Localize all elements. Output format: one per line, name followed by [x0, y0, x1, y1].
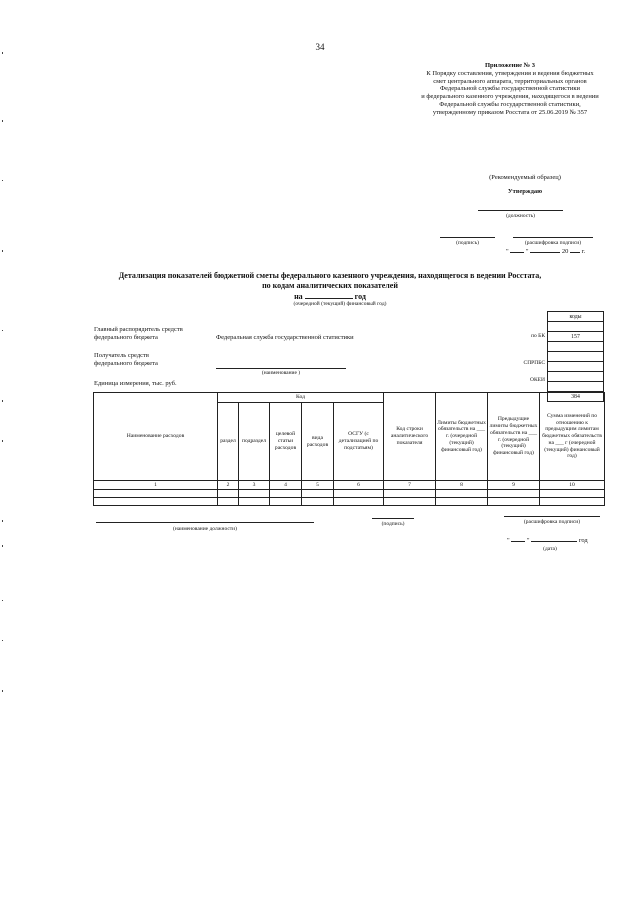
- col-number: 1: [94, 481, 218, 490]
- code-empty: [548, 372, 604, 382]
- col-sum-header: Сумма изменений по отношению к предыдущим лимитам бюджетных обязательств на ___ г (очередной (текущий) финансовый год): [540, 393, 605, 481]
- codes-header: коды: [548, 312, 604, 322]
- appendix-title: Приложение № 3: [484, 62, 536, 69]
- table-cell: [302, 490, 334, 498]
- glava-label: по БК: [531, 333, 545, 339]
- footer-date-row: " " год: [507, 537, 588, 544]
- gr-value: Федеральная служба государственной статистики: [216, 334, 354, 341]
- position-line: [478, 210, 563, 211]
- sample-note: (Рекомендуемый образец): [489, 174, 561, 181]
- period-note: (очередной (текущий) финансовый год): [293, 301, 387, 307]
- main-table: [93, 392, 605, 506]
- col-number: 9: [488, 481, 540, 490]
- footer-date-caption: (дата): [543, 546, 557, 552]
- code-empty: [548, 322, 604, 332]
- footer-signature-line: [372, 518, 414, 519]
- col-number: 2: [218, 481, 239, 490]
- code-glava: 157: [548, 332, 604, 342]
- table-cell: [540, 490, 605, 498]
- table-cell: [384, 498, 436, 506]
- decode-caption: (расшифровка подписи): [524, 240, 582, 246]
- col-kod-header: Код: [218, 393, 384, 403]
- col-kod-stroki-header: Код строки аналитического показателя: [384, 393, 436, 481]
- code-empty: [548, 352, 604, 362]
- footer-decode-line: [504, 516, 600, 517]
- table-cell: [270, 498, 302, 506]
- table-cell: [218, 498, 239, 506]
- approval-date: [506, 246, 616, 256]
- okei-label: ОКЕИ: [530, 377, 545, 383]
- col-number: 6: [334, 481, 384, 490]
- table-cell: [334, 490, 384, 498]
- appendix-line: К Порядку составления, утверждения и ведения бюджетных: [426, 69, 594, 77]
- appendix-line: Федеральной службы государственной статистики,: [439, 100, 581, 108]
- col-number: 7: [384, 481, 436, 490]
- recipient-line: [216, 368, 346, 369]
- footer-position-line: [96, 522, 314, 523]
- appendix-line: Федеральной службы государственной статистики: [440, 85, 580, 93]
- col-ces-header: целевой статьи расходов: [270, 403, 302, 481]
- code-empty: [548, 382, 604, 392]
- code-okei: 384: [548, 392, 604, 402]
- col-prev-header: Предыдущие лимиты бюджетных обязательств на ___ г. (очередной (текущий) финансовый год): [488, 393, 540, 481]
- table-row: [94, 498, 605, 506]
- col-podrazdel-header: подраздел: [239, 403, 270, 481]
- table-cell: [488, 490, 540, 498]
- table-cell: [270, 490, 302, 498]
- scan-margin-marks: [0, 0, 6, 905]
- recipient-note: (наименование ): [261, 370, 301, 376]
- table-cell: [384, 490, 436, 498]
- appendix-line: и федерального казенного учреждения, находящегося в ведении: [421, 93, 599, 101]
- gr-label: Главный распорядитель средств федерального бюджета: [94, 326, 183, 341]
- col-razdel-header: раздел: [218, 403, 239, 481]
- heading-period: на год: [294, 292, 366, 301]
- table-cell: [436, 490, 488, 498]
- footer-signature-caption: (подпись): [381, 521, 405, 527]
- table-cell: [94, 498, 218, 506]
- document-heading: Детализация показателей бюджетной сметы федерального казенного учреждения, находящегося в ведении Росстата,: [118, 271, 542, 280]
- codes-table: [547, 311, 604, 402]
- table-cell: [218, 490, 239, 498]
- appendix-block: [390, 62, 630, 117]
- signature-caption: (подпись): [456, 240, 479, 246]
- footer-position-caption: (наименование должности): [173, 526, 237, 532]
- appendix-line: смет центрального аппарата, территориальных органов: [433, 77, 587, 85]
- year-suffix: г.: [581, 248, 586, 255]
- table-cell: [334, 498, 384, 506]
- unit-label: Единица измерения, тыс. руб.: [94, 380, 177, 387]
- document-subheading: по кодам аналитических показателей: [262, 281, 398, 290]
- year-prefix: 20: [561, 248, 569, 255]
- col-vr-header: вида расходов: [302, 403, 334, 481]
- approve-label: Утверждаю: [507, 188, 543, 195]
- col-kosgu-header: ОСГУ (с детализацией по подстатьям): [334, 403, 384, 481]
- col-number: 3: [239, 481, 270, 490]
- recipient-label: Получатель средств федерального бюджета: [94, 352, 158, 367]
- footer-decode-caption: (расшифровка подписи): [523, 519, 581, 525]
- table-cell: [239, 498, 270, 506]
- spr-label: СПРПБС: [523, 360, 545, 366]
- date-quote-open: ": [506, 248, 509, 255]
- col-number: 5: [302, 481, 334, 490]
- position-caption: (должность): [506, 213, 535, 219]
- code-empty: [548, 342, 604, 352]
- table-cell: [436, 498, 488, 506]
- date-quote-close: ": [525, 248, 529, 255]
- table-cell: [540, 498, 605, 506]
- col-number: 8: [436, 481, 488, 490]
- signature-line: [440, 237, 495, 238]
- col-number: 4: [270, 481, 302, 490]
- table-cell: [488, 498, 540, 506]
- col-number: 10: [540, 481, 605, 490]
- code-spr: [548, 362, 604, 372]
- decode-line: [513, 237, 593, 238]
- table-cell: [94, 490, 218, 498]
- table-row: [94, 490, 605, 498]
- table-cell: [239, 490, 270, 498]
- appendix-line: утвержденному приказом Росстата от 25.06.2019 № 357: [432, 108, 588, 116]
- col-name-header: Наименование расходов: [94, 393, 218, 481]
- page-number: 34: [315, 42, 325, 52]
- table-cell: [302, 498, 334, 506]
- col-limits-header: Лимиты бюджетных обязательств на ___ г. (очередной (текущий) финансовый год): [436, 393, 488, 481]
